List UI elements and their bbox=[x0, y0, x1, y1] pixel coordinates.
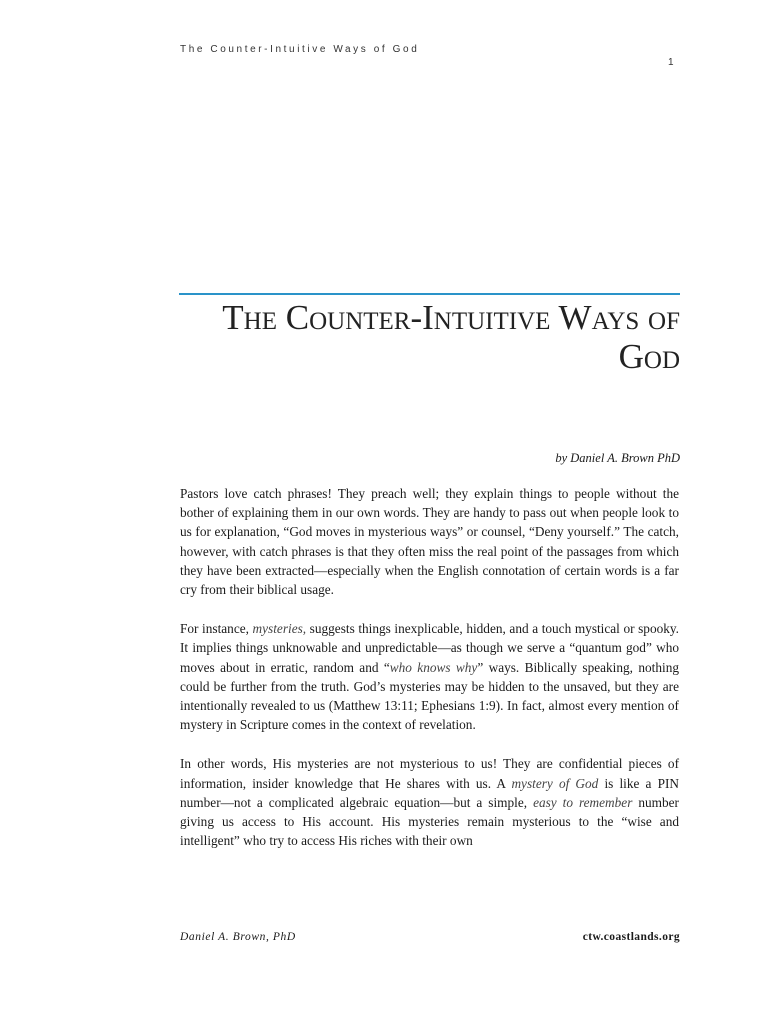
paragraph-2 bbox=[180, 619, 679, 734]
paragraph-2-emphasis-a: mysteries, bbox=[252, 621, 307, 637]
paragraph-3-emphasis-b: easy to remember bbox=[533, 794, 633, 810]
paragraph-2-text-a: For instance, bbox=[180, 621, 253, 637]
page-number: 1 bbox=[668, 57, 674, 68]
title-line-2: God bbox=[618, 337, 680, 376]
paragraph-2-text-b: suggests things inexplicable, hidden, and a touch mystical or spooky. It implies things unknowable and unpredictable—as though we serve a “quantum god” who moves about in erratic, random and “ bbox=[180, 621, 680, 675]
paragraph-2-text-c: ” ways. Biblically speaking, nothing could be further from the truth. God’s mysteries may be hidden to the unsaved, but they are intentionally revealed to us (Matthew 13:11; Ephesians 1:9). In fact, almost every mention of mystery in Scripture comes in the context of revelation. bbox=[180, 659, 679, 733]
byline: by Daniel A. Brown PhD bbox=[555, 451, 680, 465]
running-header: The Counter-Intuitive Ways of God bbox=[180, 44, 420, 55]
title-rule bbox=[179, 293, 680, 295]
document-title bbox=[179, 298, 680, 376]
paragraph-1: Pastors love catch phrases! They preach well; they explain things to people without the bother of explaining them in our own words. They are handy to pass out when people look to us for explanation, “God moves in mysterious ways” or counsel, “Deny yourself.” The catch, however, with catch phrases is that they often miss the real point of the passages from which they have been extracted—especially when the English connotation of certain words is a far cry from their biblical usage. bbox=[180, 486, 679, 598]
body-text bbox=[180, 484, 679, 870]
footer-author: Daniel A. Brown, PhD bbox=[180, 931, 296, 943]
paragraph-3-text-b: is like a PIN number—not a complicated algebraic equation—but a simple, bbox=[180, 775, 680, 810]
title-line-1: The Counter-Intuitive Ways of bbox=[222, 298, 680, 337]
paragraph-3-emphasis-a: mystery of God bbox=[511, 775, 599, 791]
paragraph-3 bbox=[180, 754, 679, 850]
paragraph-3-text-a: In other words, His mysteries are not mysterious to us! They are confidential pieces of information, insider knowledge that He shares with us. A bbox=[180, 756, 679, 791]
paragraph-2-emphasis-b: who knows why bbox=[389, 659, 478, 675]
paragraph-3-text-c: number giving us access to His account. His mysteries remain mysterious to the “wise and intelligent” who try to access His riches with their own bbox=[180, 794, 679, 849]
footer-website[interactable]: ctw.coastlands.org bbox=[582, 931, 680, 943]
